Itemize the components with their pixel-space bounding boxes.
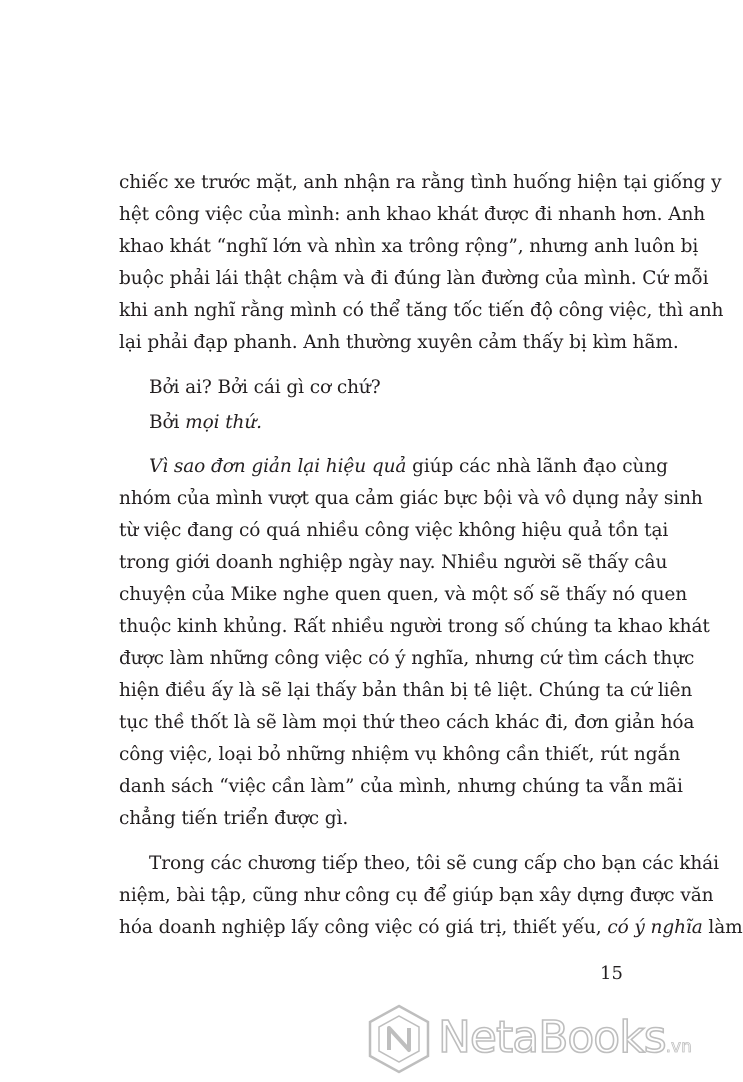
- text-run: buộc phải lái thật chậm và đi đúng làn đường của mình. Cứ mỗi: [119, 268, 709, 289]
- text-line-22: [119, 884, 714, 908]
- text-line-23: [119, 916, 743, 940]
- italic-text-run: có ý nghĩa: [607, 917, 703, 938]
- text-run: tục thề thốt là sẽ làm mọi thứ theo cách khác đi, đơn giản hóa: [119, 712, 695, 733]
- text-run: hiện điều ấy là sẽ lại thấy bản thân bị tê liệt. Chúng ta cứ liên: [119, 680, 693, 701]
- text-run: chẳng tiến triển được gì.: [119, 808, 349, 829]
- text-run: thuộc kinh khủng. Rất nhiều người trong số chúng ta khao khát: [119, 616, 710, 637]
- text-run: được làm những công việc có ý nghĩa, nhưng cứ tìm cách thực: [119, 648, 695, 669]
- text-line-14: [119, 615, 710, 639]
- text-run: hệt công việc của mình: anh khao khát được đi nhanh hơn. Anh: [119, 204, 706, 225]
- page-number: 15: [600, 963, 623, 984]
- text-run: Bởi: [149, 412, 186, 433]
- text-run: danh sách “việc cần làm” của mình, nhưng chúng ta vẫn mãi: [119, 776, 683, 797]
- text-line-3: [119, 235, 699, 259]
- text-line-13: [119, 583, 688, 607]
- text-line-11: [119, 519, 669, 543]
- text-run: khao khát “nghĩ lớn và nhìn xa trông rộng”, nhưng anh luôn bị: [119, 236, 699, 257]
- text-run: Bởi ai? Bởi cái gì cơ chứ?: [149, 377, 381, 398]
- text-run: khi anh nghĩ rằng mình có thể tăng tốc tiến độ công việc, thì anh: [119, 300, 724, 321]
- text-line-5: [119, 299, 724, 323]
- text-run: lại phải đạp phanh. Anh thường xuyên cảm thấy bị kìm hãm.: [119, 332, 679, 353]
- text-run: nhóm của mình vượt qua cảm giác bực bội và vô dụng nảy sinh: [119, 488, 703, 509]
- netabooks-logo-icon: [362, 1002, 436, 1076]
- text-line-1: [119, 171, 722, 195]
- watermark: [362, 1002, 697, 1076]
- watermark-brand: [438, 1008, 692, 1077]
- text-run: công việc, loại bỏ những nhiệm vụ không cần thiết, rút ngắn: [119, 744, 681, 765]
- text-line-9: [149, 455, 668, 479]
- text-line-21: [149, 852, 719, 876]
- text-line-18: [119, 743, 681, 767]
- text-run: giúp các nhà lãnh đạo cùng: [406, 456, 668, 477]
- text-line-15: [119, 647, 695, 671]
- watermark-brand-name: NetaBooks: [438, 1012, 666, 1063]
- text-line-16: [119, 679, 693, 703]
- text-line-12: [119, 551, 668, 575]
- text-run: làm: [702, 917, 743, 938]
- text-line-10: [119, 487, 703, 511]
- text-run: chiếc xe trước mặt, anh nhận ra rằng tình huống hiện tại giống y: [119, 172, 722, 193]
- text-line-20: [119, 807, 619, 831]
- text-run: từ việc đang có quá nhiều công việc không hiệu quả tồn tại: [119, 520, 669, 541]
- text-run: niệm, bài tập, cũng như công cụ để giúp bạn xây dựng được văn: [119, 885, 714, 906]
- text-line-19: [119, 775, 683, 799]
- text-run: hóa doanh nghiệp lấy công việc có giá trị, thiết yếu,: [119, 917, 608, 938]
- text-line-17: [119, 711, 695, 735]
- text-line-6: [119, 331, 679, 355]
- text-run: Trong các chương tiếp theo, tôi sẽ cung cấp cho bạn các khái: [149, 853, 719, 874]
- text-line-7: [149, 376, 619, 400]
- text-line-8: [149, 411, 619, 435]
- watermark-brand-suffix: .vn: [665, 1037, 692, 1057]
- text-line-2: [119, 203, 706, 227]
- text-run: chuyện của Mike nghe quen quen, và một số sẽ thấy nó quen: [119, 584, 688, 605]
- italic-text-run: Vì sao đơn giản lại hiệu quả: [149, 456, 407, 477]
- italic-text-run: mọi thứ.: [185, 412, 262, 433]
- text-run: trong giới doanh nghiệp ngày nay. Nhiều người sẽ thấy câu: [119, 552, 668, 573]
- text-line-4: [119, 267, 709, 291]
